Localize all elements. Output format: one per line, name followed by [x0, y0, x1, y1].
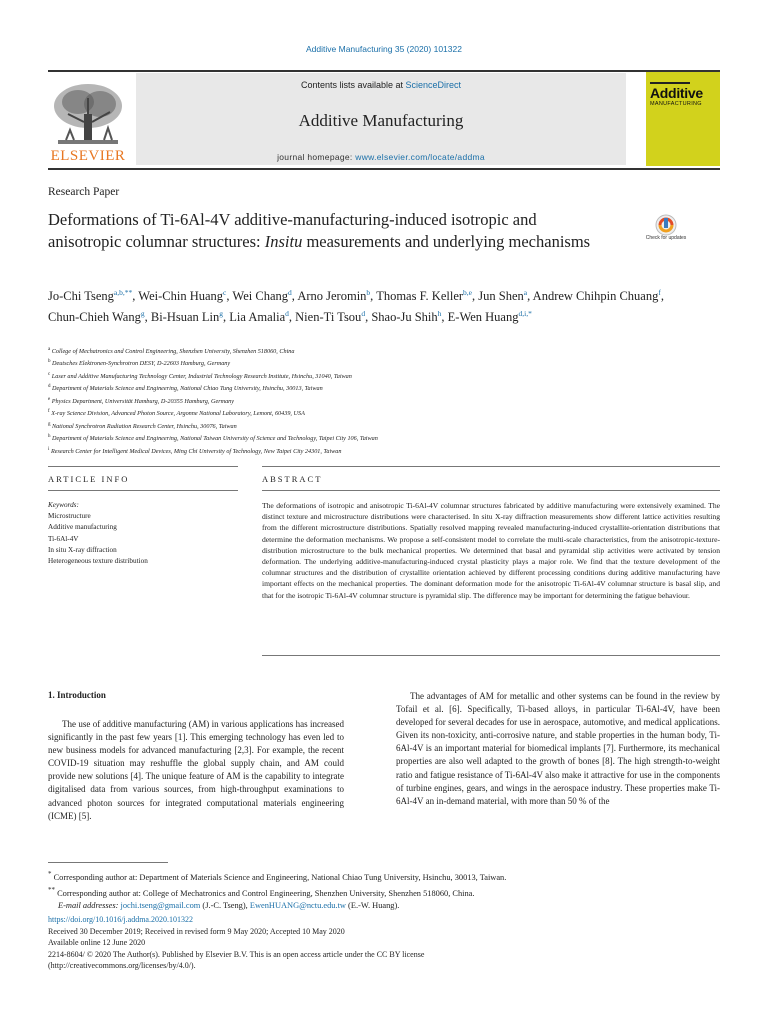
author-name[interactable]: Lia Amalia — [229, 310, 286, 325]
intro-paragraph: The use of additive manufacturing (AM) in various applications has increased significantly in the past few years [1]. This emerging technology has even led to new business models for advanced manufacturing [2,3]. For example, the recent COVID-19 situation may reshuffle the global supply chain, and AM could provide new solutions [4]. The unique feature of AM is the capability to integrate digitalised data from various sources, from high-throughput examinations to advanced photon sources for integrated computational materials engineering (ICME) [5]. — [48, 719, 344, 821]
crossmark-label: Check for updates — [645, 235, 687, 241]
author-name[interactable]: Wei Chang — [232, 289, 289, 304]
title-italic: Insitu — [264, 232, 303, 251]
article-metadata — [48, 914, 720, 972]
article-info-heading: ARTICLE INFO — [48, 474, 130, 484]
crossmark-icon[interactable] — [648, 213, 684, 249]
section-heading-introduction: 1. Introduction — [48, 690, 106, 700]
contents-line — [136, 80, 626, 90]
author-name[interactable]: Jun Shen — [478, 289, 524, 304]
author-name[interactable]: Jo-Chi Tseng — [48, 289, 114, 304]
footnote-emails: E-mail addresses: jochi.tseng@gmail.com (J.-C. Tseng), EwenHUANG@nctu.edu.tw (E.-W. Huang). — [58, 901, 400, 911]
journal-reference[interactable]: Additive Manufacturing 35 (2020) 101322 — [306, 44, 462, 54]
article-title — [48, 209, 608, 253]
masthead-bottom-rule — [48, 168, 720, 170]
affiliation-item: $^c$ Laser and Additive Manufacturing Technology Center, Industrial Technology Research Institute, Hsinchu, 31040, Taiwan — [48, 371, 352, 380]
author-affiliation-marker[interactable]: d — [361, 309, 366, 319]
affiliation-item: $^f$ X-ray Science Division, Advanced Photon Source, Argonne National Laboratory, Lemont, 60439, USA — [48, 409, 305, 418]
author-affiliation-marker[interactable]: g — [140, 309, 145, 319]
affiliation-item: $^d$ Department of Materials Science and Engineering, National Chiao Tung University, Hsinchu, 30013, Taiwan — [48, 384, 323, 393]
abstract-heading: ABSTRACT — [262, 474, 323, 484]
author-name[interactable]: Wei-Chin Huang — [138, 289, 224, 304]
author-name[interactable]: Shao-Ju Shih — [371, 310, 438, 325]
keywords-label: Keywords: — [48, 501, 79, 509]
intro-paragraph: The advantages of AM for metallic and other systems can be found in the review by Tofail et al. [6]. Specifically, Ti-based alloys, in particular Ti-6Al-4V, have been developed for several decades for use in aerospace, automotive, and medical applications. Given its non-toxicity, anti-corrosive nature, and stable properties in the human body, Ti-6Al-4V is an important material for biomedical implants [7]. Furthermore, its mechanical properties are also well adapted to the growth of bones [8]. The high strength-to-weight ratio and fatigue resistance of Ti-6Al-4V also make it attractive for use in the components of turbine engines, gears, and wings in the aerospace industry. These properties make Ti-6Al-4V an in-demand material, with more than 50 % of the — [396, 691, 720, 806]
author-affiliation-marker[interactable]: c — [223, 288, 227, 297]
masthead-top-rule — [48, 70, 720, 72]
abstract-text: The deformations of isotropic and anisotropic Ti-6Al-4V columnar structures fabricated by additive manufacturing were extensively examined. The distinct texture and microstructure distributions were characterised. In situ X-ray diffraction measurements show different lattice activities resulting from the different microstructure distributions. Spatially resolved mapping revealed manufacturing-induced crystallite-orientation distributions that determine the deformation mechanisms. We propose a self-consistent model to correlate the multi-scale characteristics, from the anisotropic-texture-distribution microstructure to the bulk mechanical properties. We determined that basal and pyramidal slip activities were activated by tension deformation. The underlying additive-manufacturing-induced crystal plasticity plays a major role. We find that the texture development of the columnar structures and the distribution of crystallite orientation achieved by different processing conditions during additive manufacturing have important effects on the mechanical properties. The dominant deformation mode for the anisotropic Ti-6Al-4V columnar structure is basal slip, and that for the isotropic Ti-6Al-4V columnar structure is pyramidal slip. The difference may be important for determining the fatigue behaviour. — [262, 501, 720, 600]
contents-prefix: Contents lists available at — [300, 80, 406, 90]
email-link-tseng[interactable]: jochi.tseng@gmail.com — [120, 901, 201, 911]
license-url[interactable]: (http://creativecommons.org/licenses/by/4.0/). — [48, 961, 196, 971]
author-name[interactable]: E-Wen Huang — [447, 310, 519, 325]
author-affiliation-marker[interactable]: b,e — [463, 288, 473, 297]
article-info-rule — [48, 466, 238, 467]
author-affiliation-marker[interactable]: d — [288, 288, 292, 297]
keyword-item: Heterogeneous texture distribution — [48, 557, 148, 566]
author-name[interactable]: Bi-Hsuan Lin — [150, 310, 220, 325]
author-list: Jo-Chi Tseng$^{a,b,**}$, Wei-Chin Huang$^c$, Wei Chang$^d$, Arno Jeromin$^b$, Thomas F. Keller$^{b,e}$, Jun Shen$^a$, Andrew Chihpin Chuang$^f$, Chun-Chieh Wang$^g$, Bi-Hsuan Lin$^g$, Lia Amalia$^d$, Nien-Ti Tsou$^d$, Shao-Ju Shih$^h$, E-Wen Huang$^{d,i,*}$ — [48, 288, 664, 325]
cover-title: Additive — [650, 85, 703, 101]
homepage-prefix: journal homepage: — [277, 152, 356, 162]
author-name[interactable]: Nien-Ti Tsou — [295, 310, 362, 325]
footnote-rule — [48, 862, 168, 863]
author-affiliation-marker[interactable]: a,b,** — [113, 288, 133, 297]
keyword-item: Microstructure — [48, 512, 91, 521]
affiliation-item: $^e$ Physics Department, Universität Hamburg, D-20355 Hamburg, Germany — [48, 396, 235, 405]
masthead-center-panel — [136, 73, 626, 165]
doi-link[interactable]: https://doi.org/10.1016/j.addma.2020.101322 — [48, 915, 193, 924]
abstract-bottom-rule — [262, 655, 720, 656]
received-dates: Received 30 December 2019; Received in revised form 9 May 2020; Accepted 10 May 2020 — [48, 926, 345, 936]
author-affiliation-marker[interactable]: g — [219, 309, 224, 319]
author-affiliation-marker[interactable]: b — [366, 288, 371, 297]
publisher-wordmark: ELSEVIER — [50, 148, 126, 164]
email-link-huang[interactable]: EwenHUANG@nctu.edu.tw — [249, 901, 346, 911]
sciencedirect-link[interactable]: ScienceDirect — [405, 80, 462, 90]
abstract-rule-2 — [262, 490, 720, 491]
journal-title: Additive Manufacturing — [298, 111, 464, 130]
affiliation-item: $^h$ Department of Materials Science and Engineering, National Taiwan University of Science and Technology, Taipei City 106, Taiwan — [48, 434, 378, 443]
affiliation-item: $^b$ Deutsches Elektronen-Synchrotron DESY, D-22603 Hamburg, Germany — [48, 359, 231, 368]
homepage-line — [136, 152, 626, 162]
footnote-corresponding-2: ** Corresponding author at: College of Mechatronics and Control Engineering, Shenzhen University, Shenzhen 518060, China. — [48, 886, 475, 898]
article-type: Research Paper — [48, 186, 120, 198]
journal-masthead — [48, 70, 720, 170]
author-name[interactable]: Arno Jeromin — [297, 289, 367, 304]
author-affiliation-marker[interactable]: a — [523, 288, 528, 297]
license-line: 2214-8604/ © 2020 The Author(s). Published by Elsevier B.V. This is an open access article under the CC BY license — [48, 949, 425, 959]
affiliation-item: $^g$ National Synchrotron Radiation Research Center, Hsinchu, 30076, Taiwan — [48, 421, 237, 430]
title-part1: Deformations of Ti-6Al-4V additive-manufacturing-induced isotropic and anisotropic columnar structures: — [48, 210, 537, 251]
available-online: Available online 12 June 2020 — [48, 938, 146, 948]
footnotes — [48, 868, 720, 913]
intro-right-column — [396, 690, 720, 808]
author-affiliation-marker[interactable]: d,i,* — [518, 309, 532, 319]
title-part2: measurements and underlying mechanisms — [302, 232, 591, 251]
cover-subtitle: MANUFACTURING — [650, 101, 702, 107]
keyword-item: In situ X-ray diffraction — [48, 545, 117, 554]
author-name[interactable]: Chun-Chieh Wang — [48, 310, 141, 325]
author-affiliation-marker[interactable]: h — [437, 309, 442, 319]
homepage-link[interactable]: www.elsevier.com/locate/addma — [355, 152, 485, 162]
keywords-block — [48, 500, 238, 567]
keyword-item: Additive manufacturing — [48, 523, 117, 532]
affiliation-item: $^a$ College of Mechatronics and Control Engineering, Shenzhen University, Shenzhen 518060, China — [48, 347, 295, 356]
affiliation-item: $^i$ Research Center for Intelligent Medical Devices, Ming Chi University of Technology, New Taipei City 24301, Taiwan — [48, 446, 342, 455]
author-affiliation-marker[interactable]: d — [285, 309, 289, 319]
article-info-rule-2 — [48, 490, 238, 491]
author-affiliation-marker[interactable]: f — [658, 288, 661, 297]
keyword-item: Ti-6Al-4V — [48, 534, 79, 543]
abstract-rule — [262, 466, 720, 467]
affiliation-list — [48, 345, 668, 457]
journal-cover-thumbnail[interactable] — [646, 72, 720, 166]
cover-bar — [650, 82, 690, 84]
author-name[interactable]: Andrew Chihpin Chuang — [532, 289, 659, 304]
intro-left-column — [48, 718, 344, 823]
footnote-corresponding-1: * Corresponding author at: Department of Materials Science and Engineering, National Chiao Tung University, Hsinchu, 30013, Taiwan. — [48, 870, 507, 882]
author-name[interactable]: Thomas F. Keller — [376, 289, 464, 304]
